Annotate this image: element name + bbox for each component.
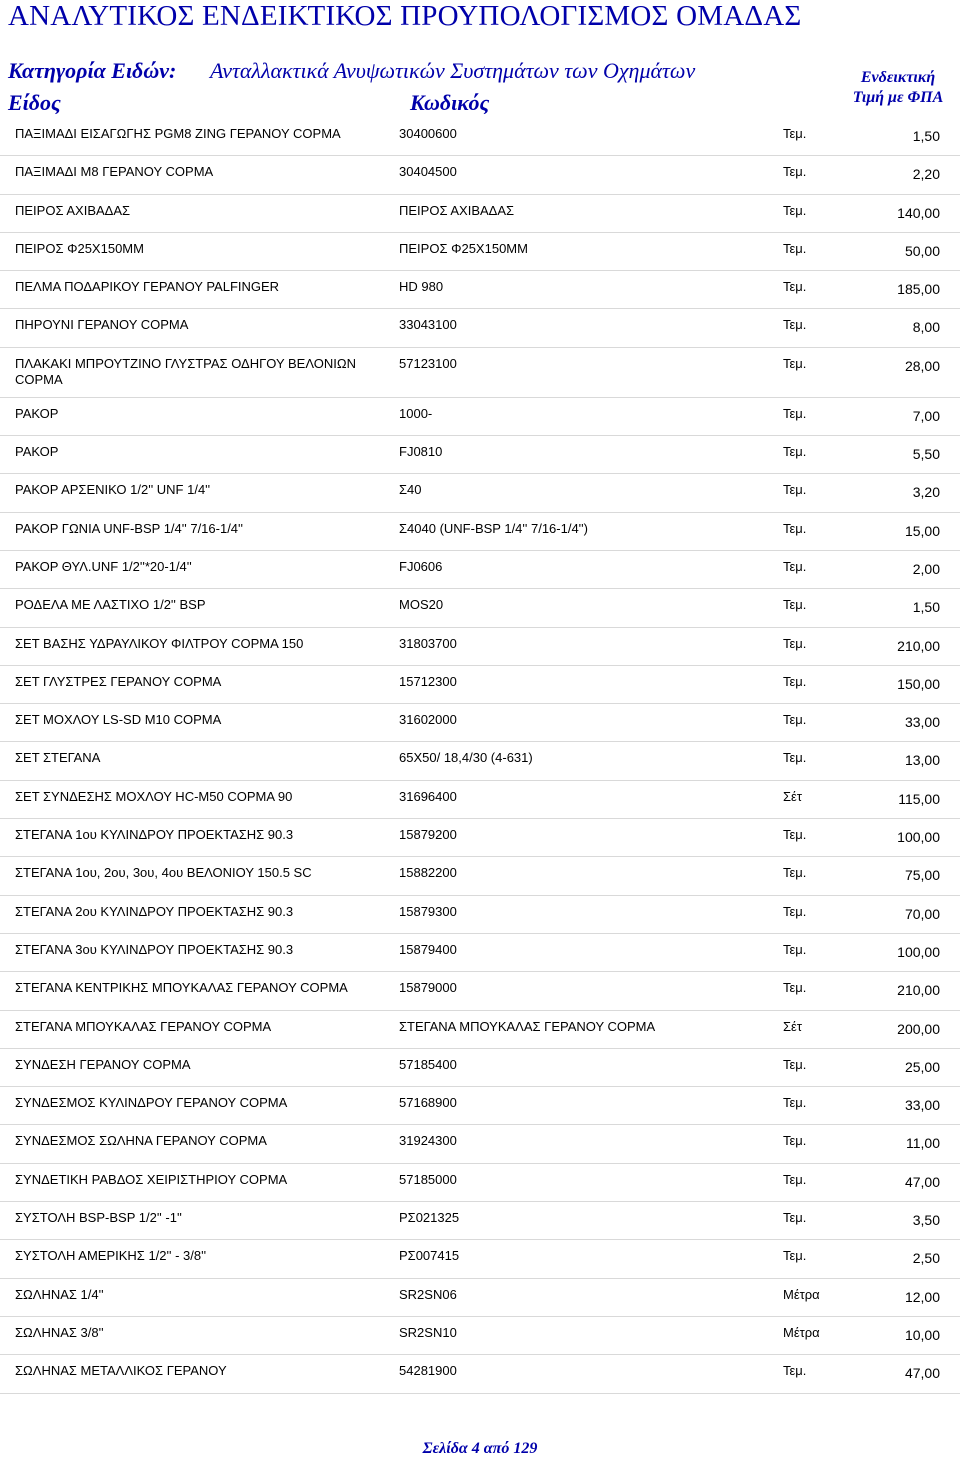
item-price: 47,00 <box>904 1365 940 1382</box>
item-unit: Τεμ. <box>783 980 807 996</box>
item-unit: Τεμ. <box>783 202 807 218</box>
item-code: 65X50/ 18,4/30 (4-631) <box>399 750 533 766</box>
item-price: 70,00 <box>904 905 940 922</box>
table-row <box>0 1202 960 1240</box>
item-price: 100,00 <box>897 829 940 846</box>
item-unit: Τεμ. <box>783 865 807 881</box>
item-code: 15879200 <box>399 827 457 843</box>
item-name: ΡΟΔΕΛΑ ΜΕ ΛΑΣΤΙΧΟ 1/2'' BSP <box>15 597 206 613</box>
item-name: ΣΕΤ ΣΤΕΓΑΝΑ <box>15 750 101 766</box>
category-value: Ανταλλακτικά Ανυψωτικών Συστημάτων των Οχημάτων <box>210 58 696 83</box>
table-row <box>0 781 960 819</box>
item-price: 200,00 <box>897 1020 940 1037</box>
item-code: Σ4040 (UNF-BSP 1/4'' 7/16-1/4'') <box>399 520 588 536</box>
item-unit: Τεμ. <box>783 597 807 613</box>
item-name: ΠΑΞΙΜΑΔΙ ΕΙΣΑΓΩΓΗΣ PGM8 ZING ΓΕΡΑΝΟΥ COPMA <box>15 126 341 141</box>
item-name: ΠΛΑΚΑΚΙ ΜΠΡΟΥΤΖΙΝΟ ΓΛΥΣΤΡΑΣ ΟΔΗΓΟΥ ΒΕΛΟΝΙΩΝ COPMA <box>15 355 356 387</box>
table-row <box>0 857 960 895</box>
item-unit: Τεμ. <box>783 520 807 536</box>
item-name: ΣΥΝΔΕΤΙΚΗ ΡΑΒΔΟΣ ΧΕΙΡΙΣΤΗΡΙΟΥ COPMA <box>15 1171 288 1187</box>
item-price: 25,00 <box>904 1058 940 1075</box>
item-code: 57168900 <box>399 1095 457 1111</box>
table-row <box>0 934 960 972</box>
item-name: ΣΤΕΓΑΝΑ 1ου, 2ου, 3ου, 4ου ΒΕΛΟΝΙΟΥ 150.5 SC <box>15 865 312 881</box>
item-name: ΣΕΤ ΜΟΧΛΟΥ LS-SD M10 COPMA <box>15 712 222 728</box>
item-unit: Τεμ. <box>783 444 807 460</box>
item-unit: Τεμ. <box>783 1056 807 1072</box>
item-name: ΡΑΚΟΡ <box>15 405 59 421</box>
item-code: ΡΣ007415 <box>399 1248 460 1264</box>
item-unit: Μέτρα <box>783 1286 820 1302</box>
item-code: 15879400 <box>399 941 457 957</box>
item-code: Σ40 <box>399 482 422 498</box>
table-row <box>0 1164 960 1202</box>
item-code: ΠΕΙΡΟΣ Φ25Χ150ΜΜ <box>399 240 528 256</box>
column-header-price <box>840 68 956 108</box>
item-code: ΣΤΕΓΑΝΑ ΜΠΟΥΚΑΛΑΣ ΓΕΡΑΝΟΥ COPMA <box>399 1018 656 1034</box>
item-code: 31924300 <box>399 1133 457 1149</box>
item-code: 31696400 <box>399 788 457 804</box>
item-unit: Τεμ. <box>783 482 807 498</box>
table-row <box>0 704 960 742</box>
item-code: 15879300 <box>399 903 457 919</box>
item-name: ΡΑΚΟΡ <box>15 444 59 460</box>
item-unit: Τεμ. <box>783 635 807 651</box>
item-price: 2,50 <box>912 1250 940 1267</box>
item-code: 57123100 <box>399 355 457 371</box>
item-name: ΣΥΝΔΕΣΗ ΓΕΡΑΝΟΥ COPMA <box>15 1056 191 1072</box>
item-code: SR2SN10 <box>399 1324 457 1340</box>
item-price: 12,00 <box>904 1288 940 1305</box>
table-row <box>0 309 960 347</box>
table-row <box>0 118 960 156</box>
item-price: 75,00 <box>904 867 940 884</box>
table-row <box>0 1087 960 1125</box>
table-row <box>0 1317 960 1355</box>
item-unit: Τεμ. <box>783 126 807 141</box>
item-price: 100,00 <box>897 943 940 960</box>
item-unit: Τεμ. <box>783 558 807 574</box>
item-price: 1,50 <box>912 128 940 144</box>
category-label: Κατηγορία Ειδών: <box>8 58 177 83</box>
item-name: ΣΥΣΤΟΛΗ BSP-BSP 1/2'' -1'' <box>15 1210 182 1226</box>
table-row <box>0 1279 960 1317</box>
item-name: ΣΩΛΗΝΑΣ 3/8'' <box>15 1324 104 1340</box>
table-row <box>0 348 960 398</box>
item-code: 15882200 <box>399 865 457 881</box>
item-price: 33,00 <box>904 1097 940 1114</box>
item-code: 15712300 <box>399 673 457 689</box>
item-name: ΣΤΕΓΑΝΑ 1ου ΚΥΛΙΝΔΡΟΥ ΠΡΟΕΚΤΑΣΗΣ 90.3 <box>15 827 294 843</box>
item-price: 5,50 <box>912 446 940 463</box>
item-price: 150,00 <box>897 675 940 692</box>
item-price: 28,00 <box>904 357 940 374</box>
item-name: ΠΕΛΜΑ ΠΟΔΑΡΙΚΟΥ ΓΕΡΑΝΟΥ PALFINGER <box>15 279 280 295</box>
item-code: FJ0810 <box>399 444 443 460</box>
item-unit: Τεμ. <box>783 827 807 843</box>
table-row <box>0 156 960 194</box>
item-price: 7,00 <box>912 407 940 424</box>
item-price: 8,00 <box>912 319 940 336</box>
table-row <box>0 1355 960 1393</box>
table-row <box>0 398 960 436</box>
table-row <box>0 195 960 233</box>
table-row <box>0 1240 960 1278</box>
item-name: ΣΥΝΔΕΣΜΟΣ ΚΥΛΙΝΔΡΟΥ ΓΕΡΑΝΟΥ COPMA <box>15 1095 288 1111</box>
table-row <box>0 742 960 780</box>
item-name: ΣΕΤ ΒΑΣΗΣ ΥΔΡΑΥΛΙΚΟΥ ΦΙΛΤΡΟΥ COPMA 150 <box>15 635 304 651</box>
item-unit: Τεμ. <box>783 279 807 295</box>
item-unit: Τεμ. <box>783 240 807 256</box>
item-unit: Τεμ. <box>783 712 807 728</box>
item-name: ΣΕΤ ΣΥΝΔΕΣΗΣ ΜΟΧΛΟΥ HC-M50 COPMA 90 <box>15 788 293 804</box>
item-name: ΣΤΕΓΑΝΑ ΜΠΟΥΚΑΛΑΣ ΓΕΡΑΝΟΥ COPMA <box>15 1018 272 1034</box>
item-price: 140,00 <box>897 204 940 221</box>
item-price: 13,00 <box>904 752 940 769</box>
item-name: ΠΑΞΙΜΑΔΙ Μ8 ΓΕΡΑΝΟΥ COPMA <box>15 164 214 180</box>
item-unit: Σέτ <box>783 1018 802 1034</box>
item-name: ΡΑΚΟΡ ΘΥΛ.UNF 1/2''*20-1/4'' <box>15 558 192 574</box>
item-code: 31602000 <box>399 712 457 728</box>
item-name: ΣΥΝΔΕΣΜΟΣ ΣΩΛΗΝΑ ΓΕΡΑΝΟΥ COPMA <box>15 1133 267 1149</box>
item-unit: Τεμ. <box>783 164 807 180</box>
item-price: 210,00 <box>897 637 940 654</box>
table-row <box>0 972 960 1010</box>
item-price: 3,20 <box>912 484 940 501</box>
item-code: 30404500 <box>399 164 457 180</box>
table-row <box>0 233 960 271</box>
item-name: ΣΤΕΓΑΝΑ 3ου ΚΥΛΙΝΔΡΟΥ ΠΡΟΕΚΤΑΣΗΣ 90.3 <box>15 941 294 957</box>
item-code: 57185000 <box>399 1171 457 1187</box>
item-price: 185,00 <box>897 281 940 298</box>
item-name: ΣΕΤ ΓΛΥΣΤΡΕΣ ΓΕΡΑΝΟΥ COPMA <box>15 673 222 689</box>
item-code: SR2SN06 <box>399 1286 457 1302</box>
item-code: 54281900 <box>399 1363 457 1379</box>
column-header-code: Κωδικός <box>410 90 490 115</box>
column-header-price-line1: Ενδεικτική <box>860 69 936 86</box>
item-price: 115,00 <box>898 790 940 807</box>
item-code: FJ0606 <box>399 558 443 574</box>
item-name: ΡΑΚΟΡ ΑΡΣΕΝΙΚΟ 1/2'' UNF 1/4'' <box>15 482 211 498</box>
table-row <box>0 1011 960 1049</box>
item-unit: Τεμ. <box>783 405 807 421</box>
item-name: ΣΩΛΗΝΑΣ 1/4'' <box>15 1286 104 1302</box>
item-unit: Τεμ. <box>783 673 807 689</box>
table-row <box>0 589 960 627</box>
item-unit: Τεμ. <box>783 355 807 371</box>
item-code: MOS20 <box>399 597 444 613</box>
table-row <box>0 474 960 512</box>
table-row <box>0 1049 960 1087</box>
table-row <box>0 819 960 857</box>
item-code: 15879000 <box>399 980 457 996</box>
item-price: 210,00 <box>897 982 940 999</box>
item-price: 1,50 <box>912 599 940 616</box>
item-unit: Μέτρα <box>783 1324 820 1340</box>
item-unit: Τεμ. <box>783 1210 807 1226</box>
item-name: ΠΕΙΡΟΣ Φ25Χ150ΜΜ <box>15 240 144 256</box>
item-name: ΣΤΕΓΑΝΑ 2ου ΚΥΛΙΝΔΡΟΥ ΠΡΟΕΚΤΑΣΗΣ 90.3 <box>15 903 294 919</box>
item-price: 15,00 <box>904 522 940 539</box>
page-number: Σελίδα 4 από 129 <box>422 1440 538 1457</box>
item-price: 2,00 <box>912 560 940 577</box>
table-row <box>0 513 960 551</box>
item-unit: Τεμ. <box>783 1171 807 1187</box>
item-unit: Τεμ. <box>783 750 807 766</box>
item-code: ΠΕΙΡΟΣ ΑΧΙΒΑΔΑΣ <box>399 202 515 218</box>
item-unit: Τεμ. <box>783 941 807 957</box>
column-header-item: Είδος <box>8 90 61 115</box>
item-code: 33043100 <box>399 317 457 333</box>
item-unit: Τεμ. <box>783 1133 807 1149</box>
table-row <box>0 628 960 666</box>
item-price: 33,00 <box>904 714 940 731</box>
item-price: 47,00 <box>904 1173 940 1190</box>
item-unit: Σέτ <box>783 788 802 804</box>
item-unit: Τεμ. <box>783 1363 807 1379</box>
item-unit: Τεμ. <box>783 1248 807 1264</box>
item-name: ΠΗΡΟΥΝΙ ΓΕΡΑΝΟΥ COPMA <box>15 317 189 333</box>
item-price: 10,00 <box>904 1326 940 1343</box>
table-row <box>0 666 960 704</box>
item-code: 1000- <box>399 405 433 421</box>
item-name: ΣΤΕΓΑΝΑ ΚΕΝΤΡΙΚΗΣ ΜΠΟΥΚΑΛΑΣ ΓΕΡΑΝΟΥ COPMA <box>15 980 348 996</box>
table-row <box>0 271 960 309</box>
items-table <box>0 118 960 1394</box>
item-name: ΣΥΣΤΟΛΗ ΑΜΕΡΙΚΗΣ 1/2'' - 3/8'' <box>15 1248 207 1264</box>
column-header-price-line2: Τιμή με ΦΠΑ <box>852 89 944 106</box>
item-name: ΣΩΛΗΝΑΣ ΜΕΤΑΛΛΙΚΟΣ ΓΕΡΑΝΟΥ <box>15 1363 227 1379</box>
table-row <box>0 896 960 934</box>
item-price: 11,00 <box>906 1135 940 1152</box>
table-row <box>0 1125 960 1163</box>
item-name: ΠΕΙΡΟΣ ΑΧΙΒΑΔΑΣ <box>15 202 131 218</box>
item-name: ΡΑΚΟΡ ΓΩΝΙΑ UNF-BSP 1/4'' 7/16-1/4'' <box>15 520 244 536</box>
item-unit: Τεμ. <box>783 1095 807 1111</box>
item-unit: Τεμ. <box>783 317 807 333</box>
item-unit: Τεμ. <box>783 903 807 919</box>
item-price: 2,20 <box>912 166 940 183</box>
item-code: 57185400 <box>399 1056 457 1072</box>
table-row <box>0 551 960 589</box>
item-price: 50,00 <box>904 242 940 259</box>
item-code: ΡΣ021325 <box>399 1210 460 1226</box>
item-price: 3,50 <box>912 1212 940 1229</box>
page-title: ΑΝΑΛΥΤΙΚΟΣ ΕΝΔΕΙΚΤΙΚΟΣ ΠΡΟΥΠΟΛΟΓΙΣΜΟΣ ΟΜΑΔΑΣ <box>8 0 802 32</box>
table-row <box>0 436 960 474</box>
item-code: 31803700 <box>399 635 457 651</box>
item-code: HD 980 <box>399 279 444 295</box>
item-code: 30400600 <box>399 126 457 141</box>
